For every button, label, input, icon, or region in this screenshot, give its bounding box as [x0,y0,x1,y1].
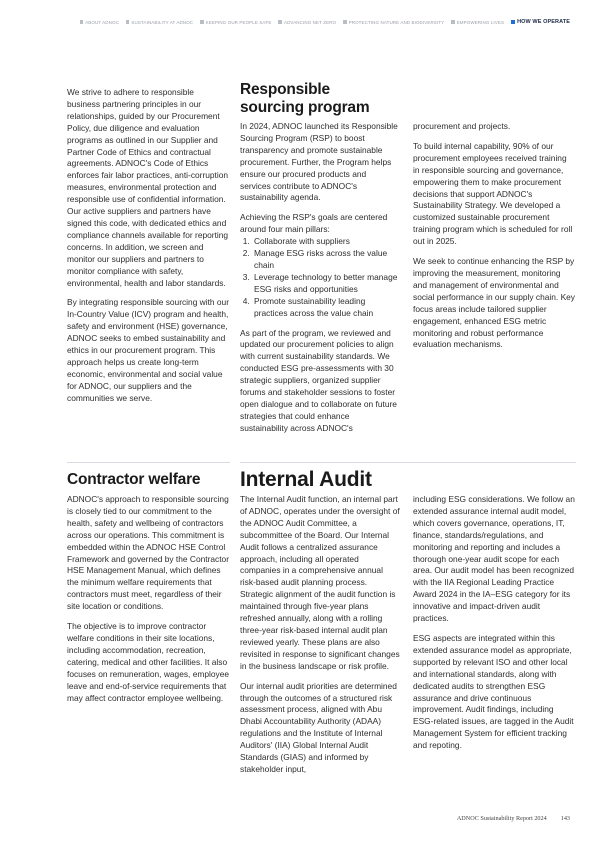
contractor-column [67,494,232,712]
pillar-item: 2. Manage ESG risks across the value chain [252,248,398,272]
nav-item-label: ABOUT ADNOC [85,19,119,25]
nav-item-label: PROTECTING NATURE AND BIODIVERSITY [348,19,445,25]
intro-column [67,87,229,413]
rsp-paragraph-2: Achieving the RSP's goals are centered around four main pillars: [240,212,388,235]
section-divider [240,462,576,463]
rsp-paragraph-3: As part of the program, we reviewed and updated our procurement policies to align with current sustainability standards. We conducted ESG pre-assessments with 30 strategic suppliers, organized supplier forums and stakeholder sessions to foster open dialogue and to collaborate on future strategies that could enhance sustainability across ADNOC's [240,327,397,433]
page-footer [457,815,570,822]
rsp-column-2 [240,121,398,443]
rsp-pillars-list [240,236,398,319]
audit-column-3 [413,494,575,760]
audit-column-2 [240,494,400,784]
nav-item-label: ADVANCING NET ZERO [283,19,337,25]
rsp-column-3 [413,121,575,359]
nav-item-sustainability[interactable] [126,20,193,25]
intro-paragraph-2: By integrating responsible sourcing with our In-Country Value (ICV) program and health, safety and environment (HSE) governance, ADNOC seeks to embed sustainability and ethics in our procurement program. This approach helps us create long-term economic, environmental and social value for ADNOC, our suppliers and the communities we serve. [67,297,230,403]
nav-item-about-adnoc[interactable] [80,20,119,25]
internal-audit-title: Internal Audit [240,468,372,491]
nav-item-label: KEEPING OUR PEOPLE SAFE [205,19,272,25]
rsp-col3-paragraph-3: We seek to continue enhancing the RSP by improving the measurement, monitoring and management of environmental and social performance in our supply chain. Key focus areas include tailored supplier engagement, enhanced ESG metric monitoring and robust performance evaluation mechanisms. [413,256,575,350]
rsp-title: Responsible sourcing program [240,81,370,116]
intro-paragraph-1: We strive to adhere to responsible business partnering principles in our relationships, guided by our Procurement Policy, due diligence and evaluation programs as outlined in our Supplier and Partner Code of Ethics and contractual agreements. ADNOC's Code of Ethics enforces fair labor practices, anti-corruption measures, environmental protection and responsible use of confidential information. Our active suppliers and partners have signed this code, with dedicated ethics and compliance channels available for reporting concerns. In addition, we screen and monitor our suppliers and partners to monitor compliance with safety, environmental, health and labor standards. [67,87,229,288]
contractor-welfare-title: Contractor welfare [67,471,201,488]
nav-square-icon [451,20,455,24]
nav-item-how-we-operate[interactable] [511,19,570,25]
audit-paragraph-1: The Internal Audit function, an internal part of ADNOC, operates under the oversight of the ADNOC Audit Committee, a subcommittee of the Board. Our Internal Audit follows a centralized assurance approach, including all operated companies in a comprehensive annual risk-based audit planning process. Strategic alignment of the audit function is maintained through five-year plans refreshed annually, along with a rolling three-year risk-based internal audit plan reviewed yearly. These plans are also revisited in response to significant changes in the business landscape or risk profile. [240,494,400,671]
rsp-col3-paragraph-2: To build internal capability, 90% of our procurement employees received training in responsible sourcing and governance, empowering them to make procurement decisions that support ADNOC's Sustainability Strategy. We developed a customized sustainable procurement training program which is scheduled for roll out in 2025. [413,140,573,247]
nav-square-icon [200,20,204,24]
nav-item-people-safe[interactable] [200,20,271,25]
rsp-paragraph-1: In 2024, ADNOC launched its Responsible Sourcing Program (RSP) to boost transparency and promote sustainable procurement. Further, the Program helps ensure our procured products and services contribute to ADNOC's sustainability agenda. [240,121,398,203]
audit-paragraph-2: Our internal audit priorities are determined through the outcomes of a structured risk assessment process, aligned with Abu Dhabi Accountability Authority (ADAA) regulations and the Institute of Internal Auditors' (IIA) Global Internal Audit Standards (GIAS) and informed by stakeholder input, [240,680,397,774]
nav-square-icon [80,20,84,24]
footer-report-title: ADNOC Sustainability Report 2024 [456,815,547,822]
pillar-item: 3. Leverage technology to better manage ESG risks and opportunities [252,272,398,296]
pillar-item: 1. Collaborate with suppliers [252,236,398,248]
nav-item-net-zero[interactable] [278,20,336,25]
page-number: 143 [560,815,570,822]
nav-square-active-icon [511,20,515,24]
nav-item-label: SUSTAINABILITY AT ADNOC [131,19,194,25]
nav-square-icon [278,20,282,24]
top-nav [64,16,570,28]
nav-square-icon [343,20,347,24]
nav-item-empowering-lives[interactable] [451,20,504,25]
contractor-paragraph-2: The objective is to improve contractor welfare conditions in their site locations, including accommodation, recreation, catering, medical and other facilities. It also focuses on remuneration, wages, employee leave and end-of-service requirements that may affect contractor employee wellbeing. [67,621,230,703]
audit-col3-paragraph-2: ESG aspects are integrated within this extended assurance model as appropriate, supported by relevant ISO and other local and international standards, along with dedicated audits to strengthen ESG assurance and drive continuous improvement. Audit findings, including ESG-related issues, are tagged in the Audit Management System for efficient tracking and repoting. [413,632,574,751]
audit-col3-paragraph-1: including ESG considerations. We follow an extended assurance internal audit model, which covers governance, operations, IT, finance, standards/regulations, and monitoring and reporting and includes a thorough one-year audit scope for each area. Our audit model has been recognized with the IIA Regional Leading Practice Award 2024 in the IA–ESG category for its innovative and impact-driven audit practices. [413,494,575,624]
pillar-item: 4. Promote sustainability leading practices across the value chain [252,296,398,320]
nav-item-nature[interactable] [343,20,444,25]
section-divider [67,462,230,463]
contractor-paragraph-1: ADNOC's approach to responsible sourcing is closely tied to our commitment to the health, safety and wellbeing of contractors across our operations. This commitment is embedded within the ADNOC HSE Control Framework and governed by the Contractor HSE Management Manual, which defines the minimum welfare requirements that contractors must meet, regardless of their site location or conditions. [67,494,229,612]
rsp-col3-paragraph-1: procurement and projects. [413,121,511,131]
nav-item-label: EMPOWERING LIVES [456,19,505,25]
nav-square-icon [126,20,130,24]
nav-item-label: HOW WE OPERATE [517,19,570,25]
